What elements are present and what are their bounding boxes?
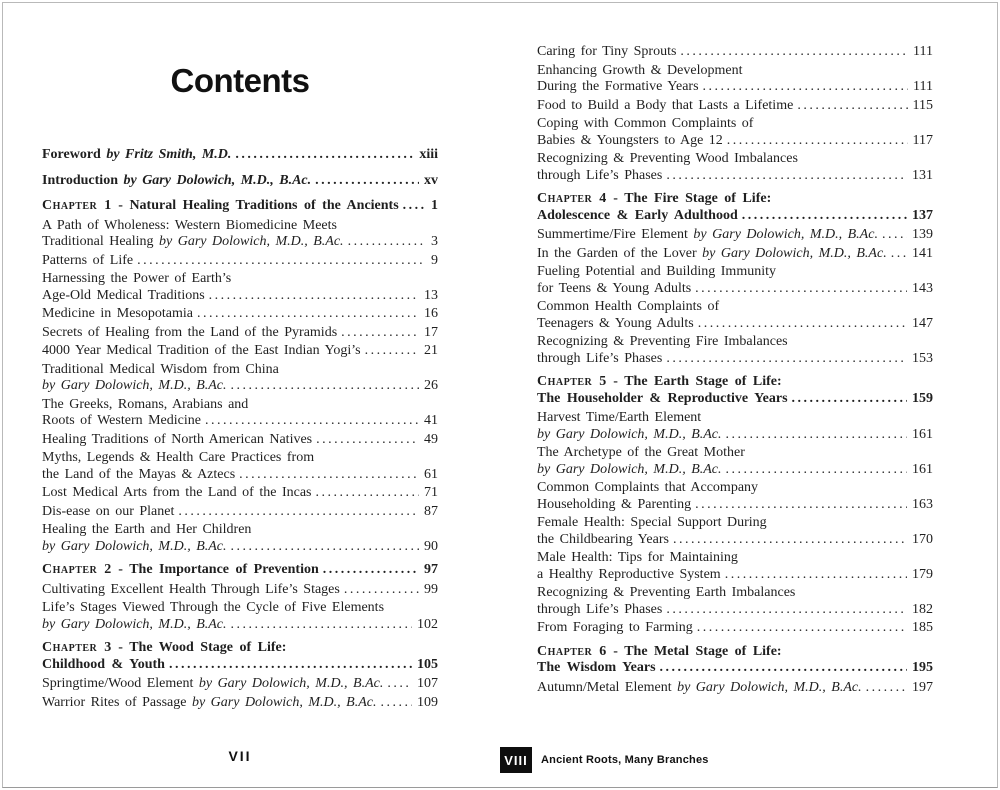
toc-entry [537,680,933,697]
toc-line [537,515,933,532]
toc-text: Autumn/Metal Element by Gary Dolowich, M.D., B.Ac. [537,679,862,695]
toc-line [42,413,438,430]
toc-text: through Life’s Phases [537,601,663,617]
toc-text: Medicine in Mesopotamia [42,306,193,321]
toc-line [537,497,933,514]
dot-leader [137,253,426,270]
toc-entry [42,432,438,449]
toc-line [42,539,438,556]
page-number: 71 [424,485,438,500]
toc-text: The Wisdom Years [537,660,656,675]
toc-line [42,173,438,190]
dot-leader [315,173,419,190]
toc-text: for Teens & Young Adults [537,280,692,296]
toc-text: Chapter 6 - The Metal Stage of Life: [537,643,782,659]
toc-text: the Land of the Mayas & Aztecs [42,466,236,482]
toc-chapter [42,562,438,579]
page-number: 61 [424,466,438,482]
toc-text: Introduction by Gary Dolowich, M.D., B.Ac. [42,172,312,188]
toc-entry [42,397,438,430]
toc-text: Cultivating Excellent Health Through Life’s Stages [42,581,340,597]
toc-text: Recognizing & Preventing Wood Imbalances [537,151,798,166]
toc-text: Recognizing & Preventing Fire Imbalances [537,334,788,349]
toc-line [537,602,933,619]
toc-text: Recognizing & Preventing Earth Imbalances [537,585,796,600]
toc-text: Patterns of Life [42,252,134,268]
toc-entry [537,98,933,115]
page-number: 17 [424,324,438,340]
toc-text: The Archetype of the Great Mother [537,445,745,460]
dot-leader [231,539,419,556]
toc-line [42,218,438,235]
dot-leader [209,288,419,305]
page-number: 185 [912,620,933,635]
toc-text: Foreword by Fritz Smith, M.D. [42,147,232,162]
dot-leader [666,351,907,368]
toc-text: Common Health Complaints of [537,299,720,314]
toc-line [537,208,933,225]
page-number: 99 [424,581,438,597]
toc-line [42,657,438,674]
toc-text: by Gary Dolowich, M.D., B.Ac. [42,378,227,393]
toc-line [537,374,933,391]
toc-entry [42,362,438,395]
dot-leader [742,208,907,225]
page-number: 137 [912,207,933,223]
toc-entry [42,253,438,270]
toc-entry [42,218,438,251]
toc-entry [537,264,933,297]
toc-entry [537,515,933,548]
toc-line [537,246,933,263]
toc-line [537,585,933,602]
page-number: 107 [417,676,438,691]
toc-text: by Gary Dolowich, M.D., B.Ac. [42,538,227,554]
toc-text: Common Complaints that Accompany [537,480,759,495]
toc-entry [42,695,438,712]
dot-leader [666,602,907,619]
page-number: 13 [424,287,438,303]
toc-text: Babies & Youngsters to Age 12 [537,132,723,148]
toc-line [42,343,438,360]
toc-text: 4000 Year Medical Tradition of the East Indian Yogi’s [42,343,361,358]
toc-line [537,227,933,244]
dot-leader [380,695,412,712]
page-number: 87 [424,503,438,519]
toc-text: Healing the Earth and Her Children [42,522,252,537]
toc-text: through Life’s Phases [537,350,663,366]
dot-leader [387,676,412,693]
toc-line [537,660,933,677]
toc-entry [537,246,933,263]
toc-text: Male Health: Tips for Maintaining [537,550,738,565]
toc-line [537,79,933,96]
toc-entry [42,504,438,521]
toc-text: the Childbearing Years [537,531,669,547]
toc-text: The Householder & Reproductive Years [537,390,788,406]
toc-text: Chapter 5 - The Earth Stage of Life: [537,374,782,389]
page-number: 111 [913,79,933,94]
toc-text: Warrior Rites of Passage by Gary Dolowich, M.D., B.Ac. [42,694,377,710]
page-number: 139 [912,227,933,242]
toc-line [537,462,933,479]
page-number: 141 [912,245,933,261]
toc-chapter [42,198,438,215]
toc-line [537,63,933,80]
page-number: 41 [424,413,438,428]
toc-line [42,397,438,414]
toc-chapter [537,374,933,407]
toc-text: Traditional Medical Wisdom from China [42,361,279,377]
toc-entry [537,445,933,478]
toc-text: A Path of Wholeness: Western Biomedicine Meets [42,217,337,233]
page-number: 163 [912,496,933,512]
toc-text: Female Health: Special Support During [537,515,767,530]
page-number: 161 [912,426,933,442]
page-number: 109 [417,694,438,710]
toc-entry [537,334,933,367]
toc-chapter [537,191,933,224]
toc-text: Caring for Tiny Sprouts [537,44,677,59]
toc-line [42,600,438,617]
toc-line [42,198,438,215]
toc-line [42,253,438,270]
dot-leader [205,413,419,430]
toc-line [537,550,933,567]
toc-line [42,640,438,657]
toc-text: In the Garden of the Lover by Gary Dolowich, M.D., B.Ac. [537,245,887,261]
toc-line [537,316,933,333]
dot-leader [169,657,412,674]
page-number: 161 [912,461,933,477]
toc-line [537,391,933,408]
toc-line [42,522,438,539]
toc-entry [537,151,933,184]
toc-line [42,325,438,342]
page-number: xiii [419,147,438,162]
toc-line [42,582,438,599]
page-number: 143 [912,280,933,296]
toc-line [42,467,438,484]
left-toc-list [42,147,438,711]
toc-text: Springtime/Wood Element by Gary Dolowich, M.D., B.Ac. [42,676,384,691]
page-number: 105 [417,656,438,672]
toc-entry [537,227,933,244]
page-number: 182 [912,601,933,617]
toc-line [537,644,933,661]
page-number: 195 [912,660,933,675]
page-number: 153 [912,350,933,366]
page-number: 179 [912,566,933,582]
left-page-folio: VII [228,748,252,764]
toc-entry [42,450,438,483]
toc-entry [537,299,933,332]
toc-entry [537,480,933,513]
page-number: 90 [424,538,438,554]
right-toc-list [537,44,933,696]
toc-entry [537,550,933,583]
toc-text: Chapter 4 - The Fire Stage of Life: [537,191,772,206]
toc-text: Harvest Time/Earth Element [537,410,702,425]
dot-leader [178,504,419,521]
toc-entry [42,522,438,555]
toc-text: Coping with Common Complaints of [537,116,754,131]
dot-leader [344,582,419,599]
toc-line [537,351,933,368]
toc-line [42,562,438,579]
dot-leader [698,316,907,333]
dot-leader [866,680,907,697]
toc-line [42,306,438,323]
toc-line [42,676,438,693]
page-number: 9 [431,252,438,268]
toc-entry [42,582,438,599]
page-number: 1 [431,198,438,213]
toc-entry [42,676,438,693]
right-page-column [537,44,933,698]
dot-leader [726,427,907,444]
toc-text: Harnessing the Power of Earth’s [42,271,232,286]
toc-line [42,504,438,521]
toc-line [537,151,933,168]
page-number: 97 [424,562,438,577]
toc-text: Adolescence & Early Adulthood [537,207,738,223]
dot-leader [316,432,419,449]
toc-text: Householding & Parenting [537,496,692,512]
toc-entry [42,306,438,323]
toc-entry [537,585,933,618]
right-page-footer [500,747,709,773]
toc-text: Age-Old Medical Traditions [42,287,205,303]
dot-leader [231,617,412,634]
toc-line [537,620,933,637]
dot-leader [323,562,419,579]
dot-leader [231,378,419,395]
toc-line [537,98,933,115]
toc-text: The Greeks, Romans, Arabians and [42,396,249,412]
toc-line [537,44,933,61]
toc-chapter [537,644,933,677]
dot-leader [365,343,419,360]
dot-leader [197,306,419,323]
toc-entry [537,63,933,96]
dot-leader [341,325,419,342]
page-number: 26 [424,378,438,393]
toc-line [42,234,438,251]
toc-text: Summertime/Fire Element by Gary Dolowich, M.D., B.Ac. [537,227,878,242]
toc-text: Chapter 1 - Natural Healing Traditions of the Ancients [42,198,399,213]
toc-line [537,168,933,185]
toc-line [42,485,438,502]
contents-title: Contents [170,62,310,99]
toc-text: by Gary Dolowich, M.D., B.Ac. [537,461,722,477]
toc-line [537,334,933,351]
toc-line [537,445,933,462]
dot-leader [348,234,426,251]
dot-leader [726,462,907,479]
toc-line [537,116,933,133]
toc-entry [537,116,933,149]
dot-leader [882,227,907,244]
toc-line [537,191,933,208]
dot-leader [666,168,907,185]
page-number: 16 [424,306,438,321]
toc-line [537,680,933,697]
toc-line [42,695,438,712]
page-number: 197 [912,679,933,695]
left-page-column [42,63,438,713]
toc-entry [42,485,438,502]
toc-text: by Gary Dolowich, M.D., B.Ac. [42,616,227,632]
page-number: 159 [912,390,933,406]
page-number: 21 [424,343,438,358]
dot-leader [797,98,907,115]
toc-text: Chapter 2 - The Importance of Prevention [42,562,319,577]
toc-text: Childhood & Youth [42,656,165,672]
toc-text: Chapter 3 - The Wood Stage of Life: [42,640,287,655]
dot-leader [725,567,907,584]
dot-leader [697,620,907,637]
dot-leader [680,44,908,61]
toc-text: Fueling Potential and Building Immunity [537,264,776,279]
toc-text: by Gary Dolowich, M.D., B.Ac. [537,426,722,442]
toc-entry [42,343,438,360]
toc-text: a Healthy Reproductive System [537,566,721,582]
page-number: 117 [912,132,933,148]
toc-line [42,378,438,395]
toc-text: During the Formative Years [537,79,699,94]
toc-front [42,147,438,164]
toc-line [537,532,933,549]
dot-leader [660,660,907,677]
book-title: Ancient Roots, Many Branches [541,754,709,766]
toc-text: Food to Build a Body that Lasts a Lifetime [537,97,794,113]
toc-text: Secrets of Healing from the Land of the Pyramids [42,324,338,340]
toc-text: Life’s Stages Viewed Through the Cycle of Five Elements [42,600,385,615]
toc-line [42,288,438,305]
toc-entry [537,410,933,443]
dot-leader [727,133,908,150]
toc-line [537,264,933,281]
toc-line [537,480,933,497]
dot-leader [239,467,419,484]
dot-leader [891,246,907,263]
toc-text: Teenagers & Young Adults [537,315,694,331]
page-number: 131 [912,167,933,183]
toc-entry [537,620,933,637]
dot-leader [235,147,414,164]
toc-entry [42,325,438,342]
toc-text: Healing Traditions of North American Natives [42,431,313,447]
right-page-folio-box: VIII [500,747,532,773]
toc-line [537,427,933,444]
toc-line [537,281,933,298]
toc-text: Enhancing Growth & Development [537,62,743,78]
toc-line [42,450,438,467]
page-number: xv [424,172,438,188]
toc-text: Roots of Western Medicine [42,413,201,428]
page-number: 3 [431,234,438,249]
toc-line [537,410,933,427]
toc-line [42,271,438,288]
dot-leader [673,532,907,549]
toc-line [537,567,933,584]
dot-leader [403,198,426,215]
toc-chapter [42,640,438,673]
toc-text: Myths, Legends & Health Care Practices from [42,450,315,465]
dot-leader [695,281,907,298]
dot-leader [315,485,419,502]
toc-line [537,299,933,316]
page-number: 115 [912,97,933,113]
page-number: 170 [912,531,933,547]
toc-line [42,362,438,379]
page-number: 102 [417,616,438,632]
toc-front [42,173,438,190]
toc-text: Lost Medical Arts from the Land of the Incas [42,485,312,500]
toc-entry [42,271,438,304]
toc-line [42,147,438,164]
dot-leader [792,391,907,408]
toc-text: Dis-ease on our Planet [42,503,175,519]
page-number: 111 [913,44,933,59]
toc-entry [537,44,933,61]
toc-text: through Life’s Phases [537,167,663,183]
dot-leader [695,497,907,514]
dot-leader [703,79,908,96]
toc-text: Traditional Healing by Gary Dolowich, M.D., B.Ac. [42,234,344,249]
toc-text: From Foraging to Farming [537,620,693,635]
page-number: 147 [912,315,933,331]
page-number: 49 [424,431,438,447]
toc-line [42,432,438,449]
toc-line [537,133,933,150]
toc-line [42,617,438,634]
toc-entry [42,600,438,633]
